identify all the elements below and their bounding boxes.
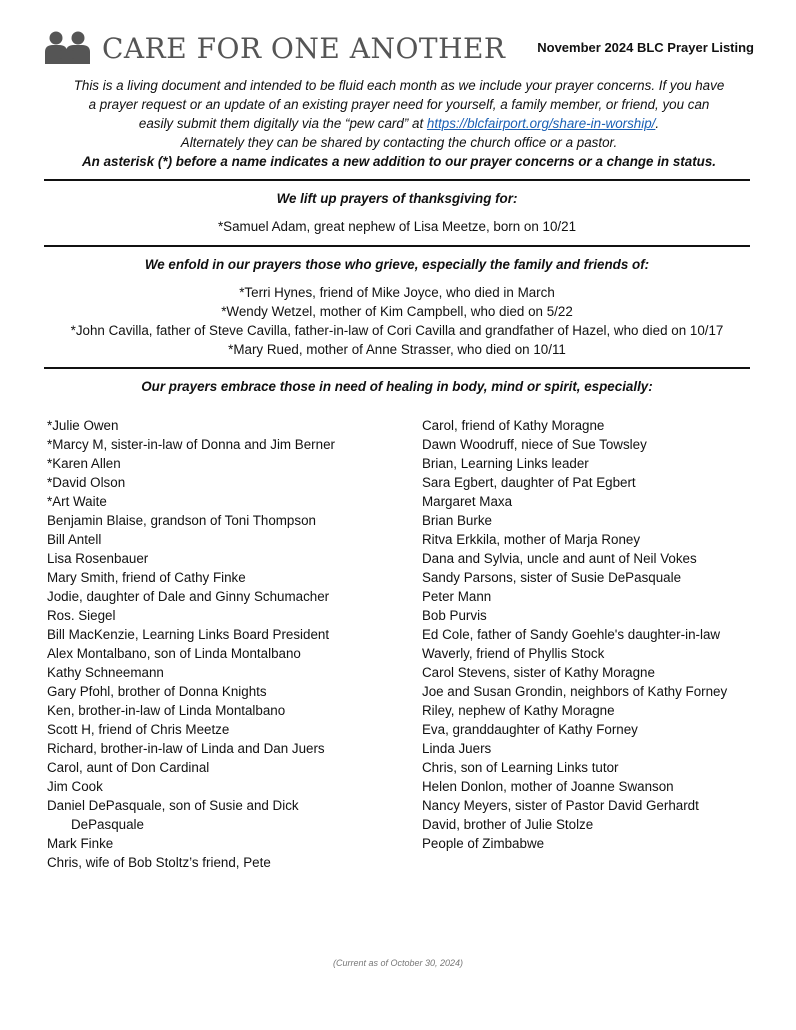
list-item: Ros. Siegel xyxy=(47,608,116,623)
intro-line xyxy=(44,114,754,133)
people-icon xyxy=(44,30,94,64)
thanksgiving-list xyxy=(44,217,750,236)
intro-line: Alternately they can be shared by contacting the church office or a pastor. xyxy=(180,135,618,150)
list-item: *Julie Owen xyxy=(47,418,119,433)
list-item: Margaret Maxa xyxy=(422,494,513,509)
list-item: Ken, brother-in-law of Linda Montalbano xyxy=(47,703,286,718)
list-item: David, brother of Julie Stolze xyxy=(422,817,594,832)
listing-title: November 2024 BLC Prayer Listing xyxy=(537,40,754,55)
intro-line: a prayer request or an update of an existing prayer need for yourself, a family member, or friend, you can xyxy=(88,97,710,112)
healing-heading: Our prayers embrace those in need of healing in body, mind or spirit, especially: xyxy=(141,379,653,394)
list-item: Helen Donlon, mother of Joanne Swanson xyxy=(422,779,674,794)
list-item: *John Cavilla, father of Steve Cavilla, father-in-law of Cori Cavilla and grandfather of Hazel, who died on 10/17 xyxy=(70,323,724,338)
divider xyxy=(44,367,750,369)
header xyxy=(44,28,754,68)
list-item: Kathy Schneemann xyxy=(47,665,164,680)
list-item: People of Zimbabwe xyxy=(422,836,545,851)
list-item: *David Olson xyxy=(47,475,126,490)
list-item: Chris, wife of Bob Stoltz’s friend, Pete xyxy=(47,855,271,870)
list-item: Lisa Rosenbauer xyxy=(47,551,149,566)
logo-text: CARE FOR ONE ANOTHER xyxy=(102,32,506,65)
list-item: Carol, aunt of Don Cardinal xyxy=(47,760,210,775)
list-item: Mary Smith, friend of Cathy Finke xyxy=(47,570,246,585)
divider xyxy=(44,245,750,247)
list-item: *Karen Allen xyxy=(47,456,121,471)
list-item: Bob Purvis xyxy=(422,608,487,623)
list-item: Eva, granddaughter of Kathy Forney xyxy=(422,722,638,737)
share-in-worship-link[interactable]: https://blcfairport.org/share-in-worship/ xyxy=(426,116,656,131)
list-item: Chris, son of Learning Links tutor xyxy=(422,760,619,775)
list-item: Dawn Woodruff, niece of Sue Towsley xyxy=(422,437,647,452)
list-item: Ritva Erkkila, mother of Marja Roney xyxy=(422,532,641,547)
list-item: Peter Mann xyxy=(422,589,492,604)
grieve-heading: We enfold in our prayers those who grieve, especially the family and friends of: xyxy=(144,257,650,272)
asterisk-note: An asterisk (*) before a name indicates a new addition to our prayer concerns or a change in status. xyxy=(82,154,716,169)
list-item: *Art Waite xyxy=(47,494,107,509)
healing-list-left xyxy=(47,416,407,872)
list-item: Bill MacKenzie, Learning Links Board President xyxy=(47,627,330,642)
list-item: Gary Pfohl, brother of Donna Knights xyxy=(47,684,267,699)
list-item: Dana and Sylvia, uncle and aunt of Neil Vokes xyxy=(422,551,697,566)
list-item: Joe and Susan Grondin, neighbors of Kathy Forney xyxy=(422,684,728,699)
intro-line: This is a living document and intended to be fluid each month as we include your prayer concerns. If you have xyxy=(73,78,725,93)
list-item: Brian Burke xyxy=(422,513,492,528)
list-item: *Marcy M, sister-in-law of Donna and Jim Berner xyxy=(47,437,335,452)
list-item: Nancy Meyers, sister of Pastor David Gerhardt xyxy=(422,798,699,813)
list-item: Sara Egbert, daughter of Pat Egbert xyxy=(422,475,636,490)
list-item: *Mary Rued, mother of Anne Strasser, who died on 10/11 xyxy=(228,342,566,357)
list-item: Sandy Parsons, sister of Susie DePasquale xyxy=(422,570,682,585)
intro-text: . xyxy=(655,116,660,131)
list-item: *Wendy Wetzel, mother of Kim Campbell, who died on 5/22 xyxy=(221,304,573,319)
list-item: Daniel DePasquale, son of Susie and Dick xyxy=(47,798,299,813)
list-item: Mark Finke xyxy=(47,836,114,851)
list-item: Benjamin Blaise, grandson of Toni Thompson xyxy=(47,513,316,528)
list-item: Jim Cook xyxy=(47,779,103,794)
list-item: Riley, nephew of Kathy Moragne xyxy=(422,703,615,718)
footer-date: (Current as of October 30, 2024) xyxy=(332,958,464,968)
list-item: Ed Cole, father of Sandy Goehle's daughter-in-law xyxy=(422,627,721,642)
list-item: Carol Stevens, sister of Kathy Moragne xyxy=(422,665,655,680)
list-item: Bill Antell xyxy=(47,532,102,547)
thanksgiving-heading: We lift up prayers of thanksgiving for: xyxy=(276,191,518,206)
grieve-list xyxy=(44,283,750,359)
list-item: *Samuel Adam, great nephew of Lisa Meetze, born on 10/21 xyxy=(217,219,577,234)
list-item: Brian, Learning Links leader xyxy=(422,456,589,471)
list-item-continuation: DePasquale xyxy=(71,817,144,832)
list-item: Jodie, daughter of Dale and Ginny Schumacher xyxy=(47,589,330,604)
intro-paragraph xyxy=(44,76,754,171)
intro-text: easily submit them digitally via the “pew card” at xyxy=(138,116,427,131)
list-item: Waverly, friend of Phyllis Stock xyxy=(422,646,605,661)
list-item: Richard, brother-in-law of Linda and Dan Juers xyxy=(47,741,325,756)
list-item: Alex Montalbano, son of Linda Montalbano xyxy=(47,646,301,661)
healing-list-right xyxy=(422,416,762,853)
divider xyxy=(44,179,750,181)
list-item: Carol, friend of Kathy Moragne xyxy=(422,418,605,433)
list-item: Scott H, friend of Chris Meetze xyxy=(47,722,230,737)
list-item: *Terri Hynes, friend of Mike Joyce, who died in March xyxy=(239,285,555,300)
list-item: Linda Juers xyxy=(422,741,492,756)
